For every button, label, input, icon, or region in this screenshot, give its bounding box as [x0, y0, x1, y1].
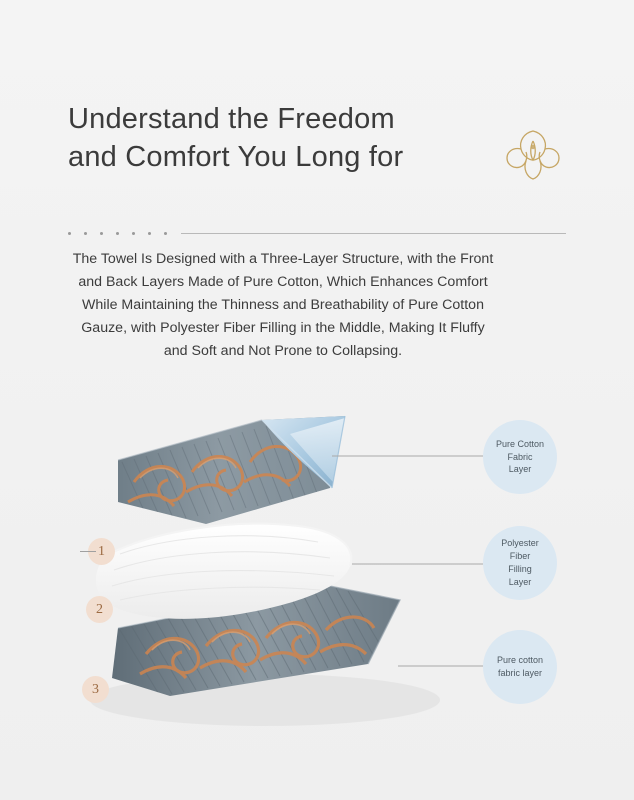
- page-title-line-1: Understand the Freedom: [68, 103, 395, 135]
- divider-dot: [132, 232, 135, 235]
- callout-3-line-2: fabric layer: [497, 668, 542, 678]
- layer-marker-3: 3: [82, 676, 109, 703]
- divider-dot: [68, 232, 71, 235]
- callout-1-line-1: Pure Cotton: [495, 438, 545, 449]
- layer-marker-1: 1: [88, 538, 115, 565]
- callout-2-line-1: Polyester: [501, 538, 539, 549]
- callout-pure-cotton-fabric-layer: [483, 420, 557, 494]
- callout-1-line-2: Fabric: [507, 451, 533, 462]
- description-text: The Towel Is Designed with a Three-Layer Structure, with the Front and Back Layers Made of Pure Cotton, Which Enhances Comfort While Maintaining the Thinness and Breathability of Pure Cotton Gauze, with Polyester Fiber Filling in the Middle, Making It Fluffy and Soft and Not Prone to Collapsing.: [72, 251, 494, 359]
- divider: [68, 228, 566, 238]
- layer-diagram: [0, 378, 634, 728]
- callout-2-line-3: Filling: [508, 564, 532, 574]
- page-title-line-2: and Comfort You Long for: [68, 141, 404, 174]
- page-title: [68, 100, 498, 177]
- divider-dot: [164, 232, 167, 235]
- callout-2-line-4: Layer: [508, 576, 532, 587]
- callout-1-line-3: Layer: [508, 464, 532, 475]
- top-cotton-fabric-layer: [118, 416, 345, 524]
- cotton-flower-icon: [497, 117, 569, 189]
- divider-dot: [100, 232, 103, 235]
- callout-2-line-2: Fiber: [509, 551, 531, 562]
- divider-line: [181, 233, 566, 234]
- marker-leader-1: [80, 551, 96, 552]
- callout-pure-cotton-fabric-layer-bottom: [483, 630, 557, 704]
- callout-polyester-fiber-filling-layer: [483, 526, 557, 600]
- divider-dot: [116, 232, 119, 235]
- divider-dots: [68, 232, 167, 235]
- divider-dot: [84, 232, 87, 235]
- divider-dot: [148, 232, 151, 235]
- layer-marker-2: 2: [86, 596, 113, 623]
- callout-3-line-1: Pure cotton: [496, 655, 544, 666]
